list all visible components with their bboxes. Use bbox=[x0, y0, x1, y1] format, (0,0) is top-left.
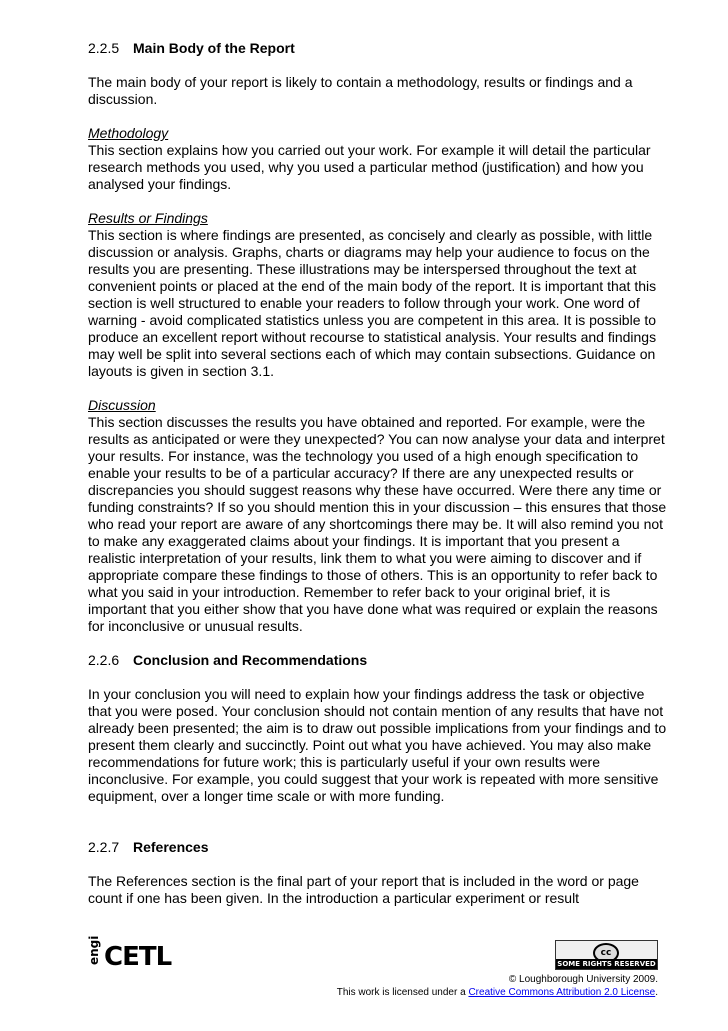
section-heading-conclusion bbox=[88, 652, 668, 669]
creative-commons-badge[interactable] bbox=[555, 940, 658, 970]
section-number: 2.2.5 bbox=[88, 40, 120, 56]
copyright-notice: © Loughborough University 2009. bbox=[508, 974, 658, 985]
license-suffix: . bbox=[655, 987, 658, 998]
license-prefix: This work is licensed under a bbox=[336, 987, 469, 998]
spacer bbox=[88, 822, 668, 839]
section-heading-references bbox=[88, 839, 668, 856]
document-page bbox=[88, 40, 668, 924]
section-heading-main-body bbox=[88, 40, 668, 57]
logo-prefix: engi bbox=[87, 935, 101, 965]
section-number: 2.2.7 bbox=[88, 839, 120, 855]
engcetl-logo bbox=[86, 935, 172, 972]
main-body-intro: The main body of your report is likely to contain a methodology, results or findings and a discussion. bbox=[88, 74, 633, 107]
logo-main: CETL bbox=[104, 942, 172, 972]
discussion-block bbox=[88, 397, 668, 635]
cc-icon: cc bbox=[593, 943, 619, 963]
discussion-text: This section discusses the results you have obtained and reported. For example, were the results as anticipated or were they unexpected? You can now analyse your data and interpret your results. For instance, was the technology you used of a high enough specification to enable your results to be of a particular accuracy? If there are any unexpected results or discrepancies you should suggest reasons why these have occurred. Were there any time or funding constraints? If so you should mention this in your discussion – this ensures that those who read your report are aware of any shortcomings there may be. It will also remind you not to make any exaggerated claims about your findings. It is important that you present a realistic interpretation of your results, link them to what you were aiming to discover and if appropriate compare these findings to those of others. This is an opportunity to refer back to what you said in your introduction. Remember to refer back to your original brief, it is important that you either show that you have done what was required or explain the reasons for inconclusive or unusual results. bbox=[88, 414, 667, 634]
methodology-block bbox=[88, 125, 668, 193]
conclusion-text: In your conclusion you will need to explain how your findings address the task or objective that you were posed. Your conclusion should not contain mention of any results that have not already been presented; the aim is to draw out possible implications from your findings and to present them clearly and succinctly. Point out what you have achieved. You may also make recommendations for future work; this is particularly useful if your own results were inconclusive. For example, you could suggest that your work is repeated with more sensitive equipment, over a longer time scale or with more funding. bbox=[88, 686, 667, 804]
methodology-subheading: Methodology bbox=[88, 125, 169, 141]
license-notice bbox=[337, 987, 658, 999]
references-text: The References section is the final part of your report that is included in the word or page count if one has been given. In the introduction a particular experiment or result bbox=[88, 873, 639, 906]
results-text: This section is where findings are presented, as concisely and clearly as possible, with little discussion or analysis. Graphs, charts or diagrams may help your audience to focus on the results you are presenting. These illustrations may be interspersed throughout the text at convenient points or placed at the end of the main body of the report. It is important that this section is well structured to enable your readers to follow through your work. One word of warning - avoid complicated statistics unless you are competent in this area. It is possible to produce an excellent report without recourse to statistical analysis. Your results and findings may well be split into several sections each of which may contain subsections. Guidance on layouts is given in section 3.1. bbox=[88, 227, 657, 379]
discussion-subheading: Discussion bbox=[88, 397, 156, 413]
section-number: 2.2.6 bbox=[88, 652, 120, 668]
license-link[interactable]: Creative Commons Attribution 2.0 License bbox=[468, 987, 656, 998]
methodology-text: This section explains how you carried out your work. For example it will detail the particular research methods you used, why you used a particular method (justification) and how you analysed your findings. bbox=[88, 142, 651, 192]
cc-badge-text: SOME RIGHTS RESERVED bbox=[557, 960, 656, 968]
results-block bbox=[88, 210, 668, 380]
section-title: Main Body of the Report bbox=[133, 40, 295, 56]
section-title: References bbox=[133, 839, 209, 855]
results-subheading: Results or Findings bbox=[88, 210, 208, 226]
section-title: Conclusion and Recommendations bbox=[133, 652, 368, 668]
